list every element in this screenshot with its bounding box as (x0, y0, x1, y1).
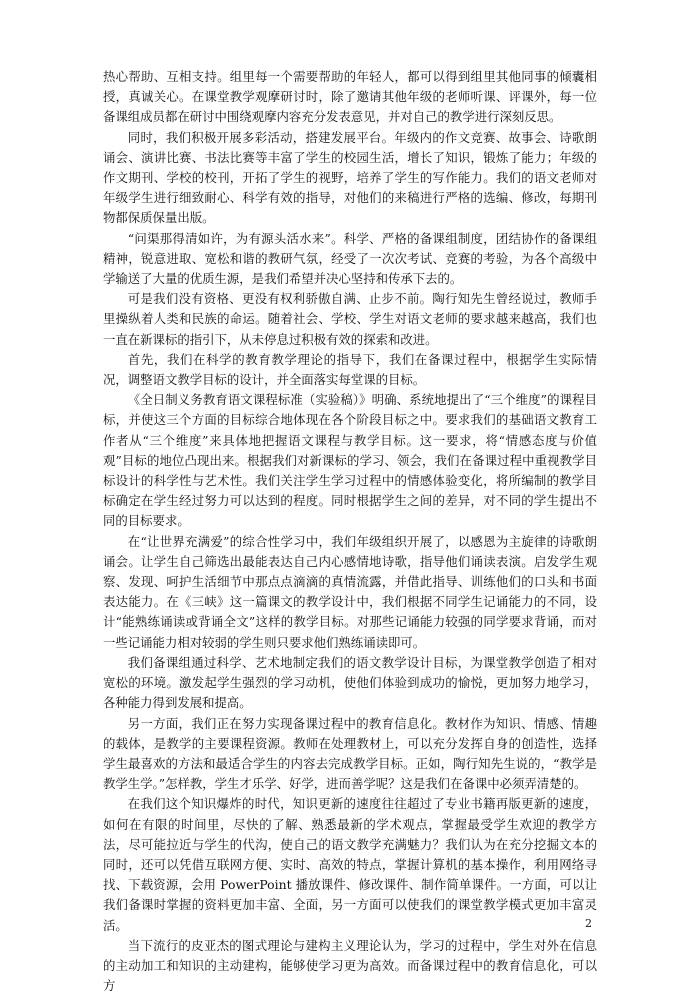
paragraph: 在“让世界充满爱”的综合性学习中，我们年级组织开展了，以感恩为主旋律的诗歌朗诵会。让学生自己筛选出最能表达自己内心感情地诗歌，指导他们诵读表演。启发学生观察、发现、呵护生活细节中那点点滴滴的真情流露，并借此指导、训练他们的口头和书面表达能力。在《三峡》这一篇课文的教学设计中，我们根据不同学生记诵能力的不同，设计“能熟练诵读或背诵全文”这样的教学目标。对那些记诵能力较强的同学要求背诵，而对一些记诵能力相对较弱的学生则只要求他们熟练诵读即可。 (103, 533, 597, 650)
paragraph: 热心帮助、互相支持。组里每一个需要帮助的年轻人，都可以得到组里其他同事的倾囊相授，真诚关心。在课堂教学观摩研讨时，除了邀请其他年级的老师听课、评课外，每一位备课组成员都在研讨中围绕观摩内容充分发表意见，并对自己的教学进行深刻反思。 (103, 69, 597, 125)
paragraph: 首先，我们在科学的教育教学理论的指导下，我们在备课过程中，根据学生实际情况，调整语文教学目标的设计，并全面落实每堂课的目标。 (103, 351, 597, 388)
paragraph: 可是我们没有资格、更没有权利骄傲自满、止步不前。陶行知先生曾经说过，教师手里操纵着人类和民族的命运。随着社会、学校、学生对语文老师的要求越来越高，我们也一直在新课标的指引下，从未停息过积极有效的探索和改进。 (103, 291, 597, 347)
paragraph: 同时，我们积极开展多彩活动，搭建发展平台。年级内的作文竞赛、故事会、诗歌朗诵会、演讲比赛、书法比赛等丰富了学生的校园生活，增长了知识，锻炼了能力；年级的作文期刊、学校的校刊，开拓了学生的视野，培养了学生的写作能力。我们的语文老师对年级学生进行细致耐心、科学有效的指导，对他们的来稿进行严格的选编、修改，每期刊物都保质保量出版。 (103, 129, 597, 226)
paragraph: 另一方面，我们正在努力实现备课过程中的教育信息化。教材作为知识、情感、情趣的载体，是教学的主要课程资源。教师在处理教材上，可以充分发挥自身的创造性，选择学生最喜欢的方法和最适合学生的内容去完成教学目标。正如，陶行知先生说的，“教学是教学生学。”怎样教，学生才乐学、好学，进而善学呢？这是我们在备课中必须弄清楚的。 (103, 715, 597, 792)
paragraph: 当下流行的皮亚杰的图式理论与建构主义理论认为，学习的过程中，学生对外在信息的主动加工和知识的主动建构，能够使学习更为高效。而备课过程中的教育信息化，可以方 (103, 937, 597, 994)
paragraph: 《全日制义务教育语文课程标准（实验稿）》明确、系统地提出了“三个维度”的课程目标，并使这三个方面的目标综合地体现在各个阶段目标之中。要求我们的基础语文教育工作者从“三个维度”来具体地把握语文课程与教学目标。这一要求，将“情感态度与价值观”目标的地位凸现出来。根据我们对新课标的学习、领会，我们在备课过程中重视教学目标设计的科学性与艺术性。我们关注学生学习过程中的情感体验变化，将所编制的教学目标确定在学生经过努力可以达到的程度。同时根据学生之间的差异，对不同的学生提出不同的目标要求。 (103, 392, 597, 529)
document-body (103, 67, 597, 996)
page-number: 2 (585, 917, 592, 930)
paragraph: 我们备课组通过科学、艺术地制定我们的语文教学设计目标，为课堂教学创造了相对宽松的环境。激发起学生强烈的学习动机，使他们体验到成功的愉悦，更加努力地学习，各种能力得到发展和提高。 (103, 654, 597, 711)
paragraph: “问渠那得清如许，为有源头活水来”。科学、严格的备课组制度，团结协作的备课组精神，锐意进取、宽松和谐的教研气氛，经受了一次次考试、竞赛的考验，为各个高级中学输送了大量的优质生源，是我们希望并决心坚持和传承下去的。 (103, 230, 597, 287)
paragraph: 在我们这个知识爆炸的时代，知识更新的速度往往超过了专业书籍再版更新的速度，如何在有限的时间里，尽快的了解、熟悉最新的学术观点，掌握最受学生欢迎的教学方法，尽可能拉近与学生的代沟，使自己的语文教学充满魅力？我们认为在充分挖掘文本的同时，还可以凭借互联网方便、实时、高效的特点，掌握计算机的基本操作，利用网络寻找、下载资源，会用 PowerPoint 播放课件、修改课件、制作简单课件。一方面，可以让我们备课时掌握的资料更加丰富、全面，另一方面可以使我们的课堂教学模式更加丰富灵活。 (103, 796, 597, 933)
